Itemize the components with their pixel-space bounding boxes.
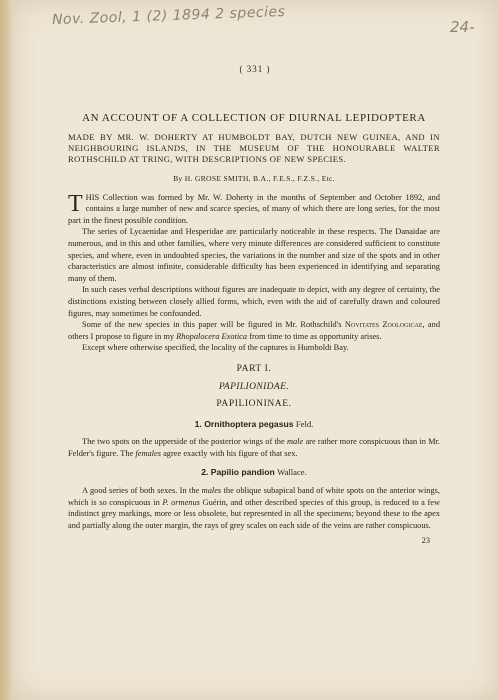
article-body bbox=[68, 112, 440, 547]
paragraph-4-text-a: Some of the new species in this paper will be figured in Mr. Rothschild's bbox=[82, 320, 342, 330]
species-sex-term: males bbox=[201, 486, 222, 496]
drop-cap: T bbox=[68, 190, 83, 217]
paragraph-4 bbox=[68, 319, 440, 342]
species-name: 1. Ornithoptera pegasus bbox=[194, 418, 294, 429]
book-title: Rhopalocera Exotica bbox=[176, 331, 248, 341]
paragraph-5: Except where otherwise specified, the locality of the captures is Humboldt Bay. bbox=[82, 343, 349, 353]
species-name: 2. Papilio pandion bbox=[201, 467, 275, 478]
species-text: Guérin, and other described species of this group, is reduced to a few indistinct grey markings, more or less obsolete, but represented in all the specimens; beyond these to the apex and partially along the outer margin, the rays of grey scales on each side of the veins are rather conspicuous. bbox=[68, 497, 441, 530]
species-text: A good series of both sexes. In the bbox=[82, 486, 200, 496]
species-author: Feld. bbox=[295, 418, 314, 429]
species-sex-term: male bbox=[286, 437, 304, 447]
species-author: Wallace. bbox=[277, 467, 307, 478]
part-heading: PART I. bbox=[236, 363, 272, 374]
page-edge bbox=[0, 0, 12, 700]
family-heading: PAPILIONIDAE. bbox=[218, 381, 290, 392]
paragraph-1-text: HIS Collection was formed by Mr. W. Doherty in the months of September and October 1892, and contains a large number of new and scarce species, of many of which there are long series, for the most part in the finest possible condition. bbox=[68, 192, 440, 225]
handwritten-mark: 24- bbox=[450, 18, 475, 36]
article-subtitle: MADE BY MR. W. DOHERTY AT HUMBOLDT BAY, DUTCH NEW GUINEA, AND IN NEIGHBOURING ISLANDS, IN THE MUSEUM OF THE HONOURABLE WALTER ROTHSCHILD AT TRING, WITH DESCRIPTIONS OF NEW SPECIES. bbox=[68, 132, 440, 164]
species-heading bbox=[68, 419, 440, 431]
subfamily-heading: PAPILIONINAE. bbox=[216, 399, 292, 410]
species-description bbox=[68, 485, 440, 531]
species-text: agree exactly with his figure of that sex. bbox=[163, 448, 298, 458]
paragraph-3: In such cases verbal descriptions without figures are inadequate to depict, with any degree of certainty, the distinctions existing between closely allied forms, which, even with the aid of carefully drawn and coloured figures, may sometimes be confounded. bbox=[68, 285, 440, 318]
species-reference: P. ormenus bbox=[162, 497, 200, 507]
handwritten-annotation: Nov. Zool, 1 (2) 1894 2 species bbox=[51, 3, 286, 29]
paragraph-4-text-b: , and others I propose to figure in my bbox=[68, 320, 441, 341]
document-page bbox=[12, 0, 498, 700]
paragraph-4-text-c: from time to time as opportunity arises. bbox=[249, 331, 382, 341]
species-text: The two spots on the upperside of the posterior wings of the bbox=[82, 437, 285, 447]
article-title: AN ACCOUNT OF A COLLECTION OF DIURNAL LEPIDOPTERA bbox=[82, 112, 426, 124]
author-byline: By H. GROSE SMITH, B.A., F.E.S., F.Z.S., Etc. bbox=[173, 174, 335, 183]
species-text: the oblique subapical band of white spots on the anterior wings, which is so conspicuous in bbox=[68, 486, 441, 507]
printer-signature: 23 bbox=[421, 536, 430, 546]
species-text: are rather more conspicuous than in Mr. Felder's figure. The bbox=[68, 437, 440, 458]
species-description bbox=[68, 436, 440, 459]
species-sex-term: females bbox=[135, 448, 161, 458]
paragraph-intro bbox=[68, 192, 440, 227]
page-number: ( 331 ) bbox=[239, 64, 271, 74]
paragraph-2: The series of Lycaenidae and Hesperidae are particularly noticeable in these respects. The Danaidae are numerous, and in this and other families, where very minute differences are considered sufficient to constitute species, and where, even in undoubted species, the variations in the number and size of the spots and in other characteristics are almost infinite, considerable difficulty has been experienced in identifying and separating many of them. bbox=[68, 227, 440, 283]
journal-name: Novitates Zoologicae bbox=[344, 320, 423, 330]
species-heading bbox=[68, 467, 440, 479]
